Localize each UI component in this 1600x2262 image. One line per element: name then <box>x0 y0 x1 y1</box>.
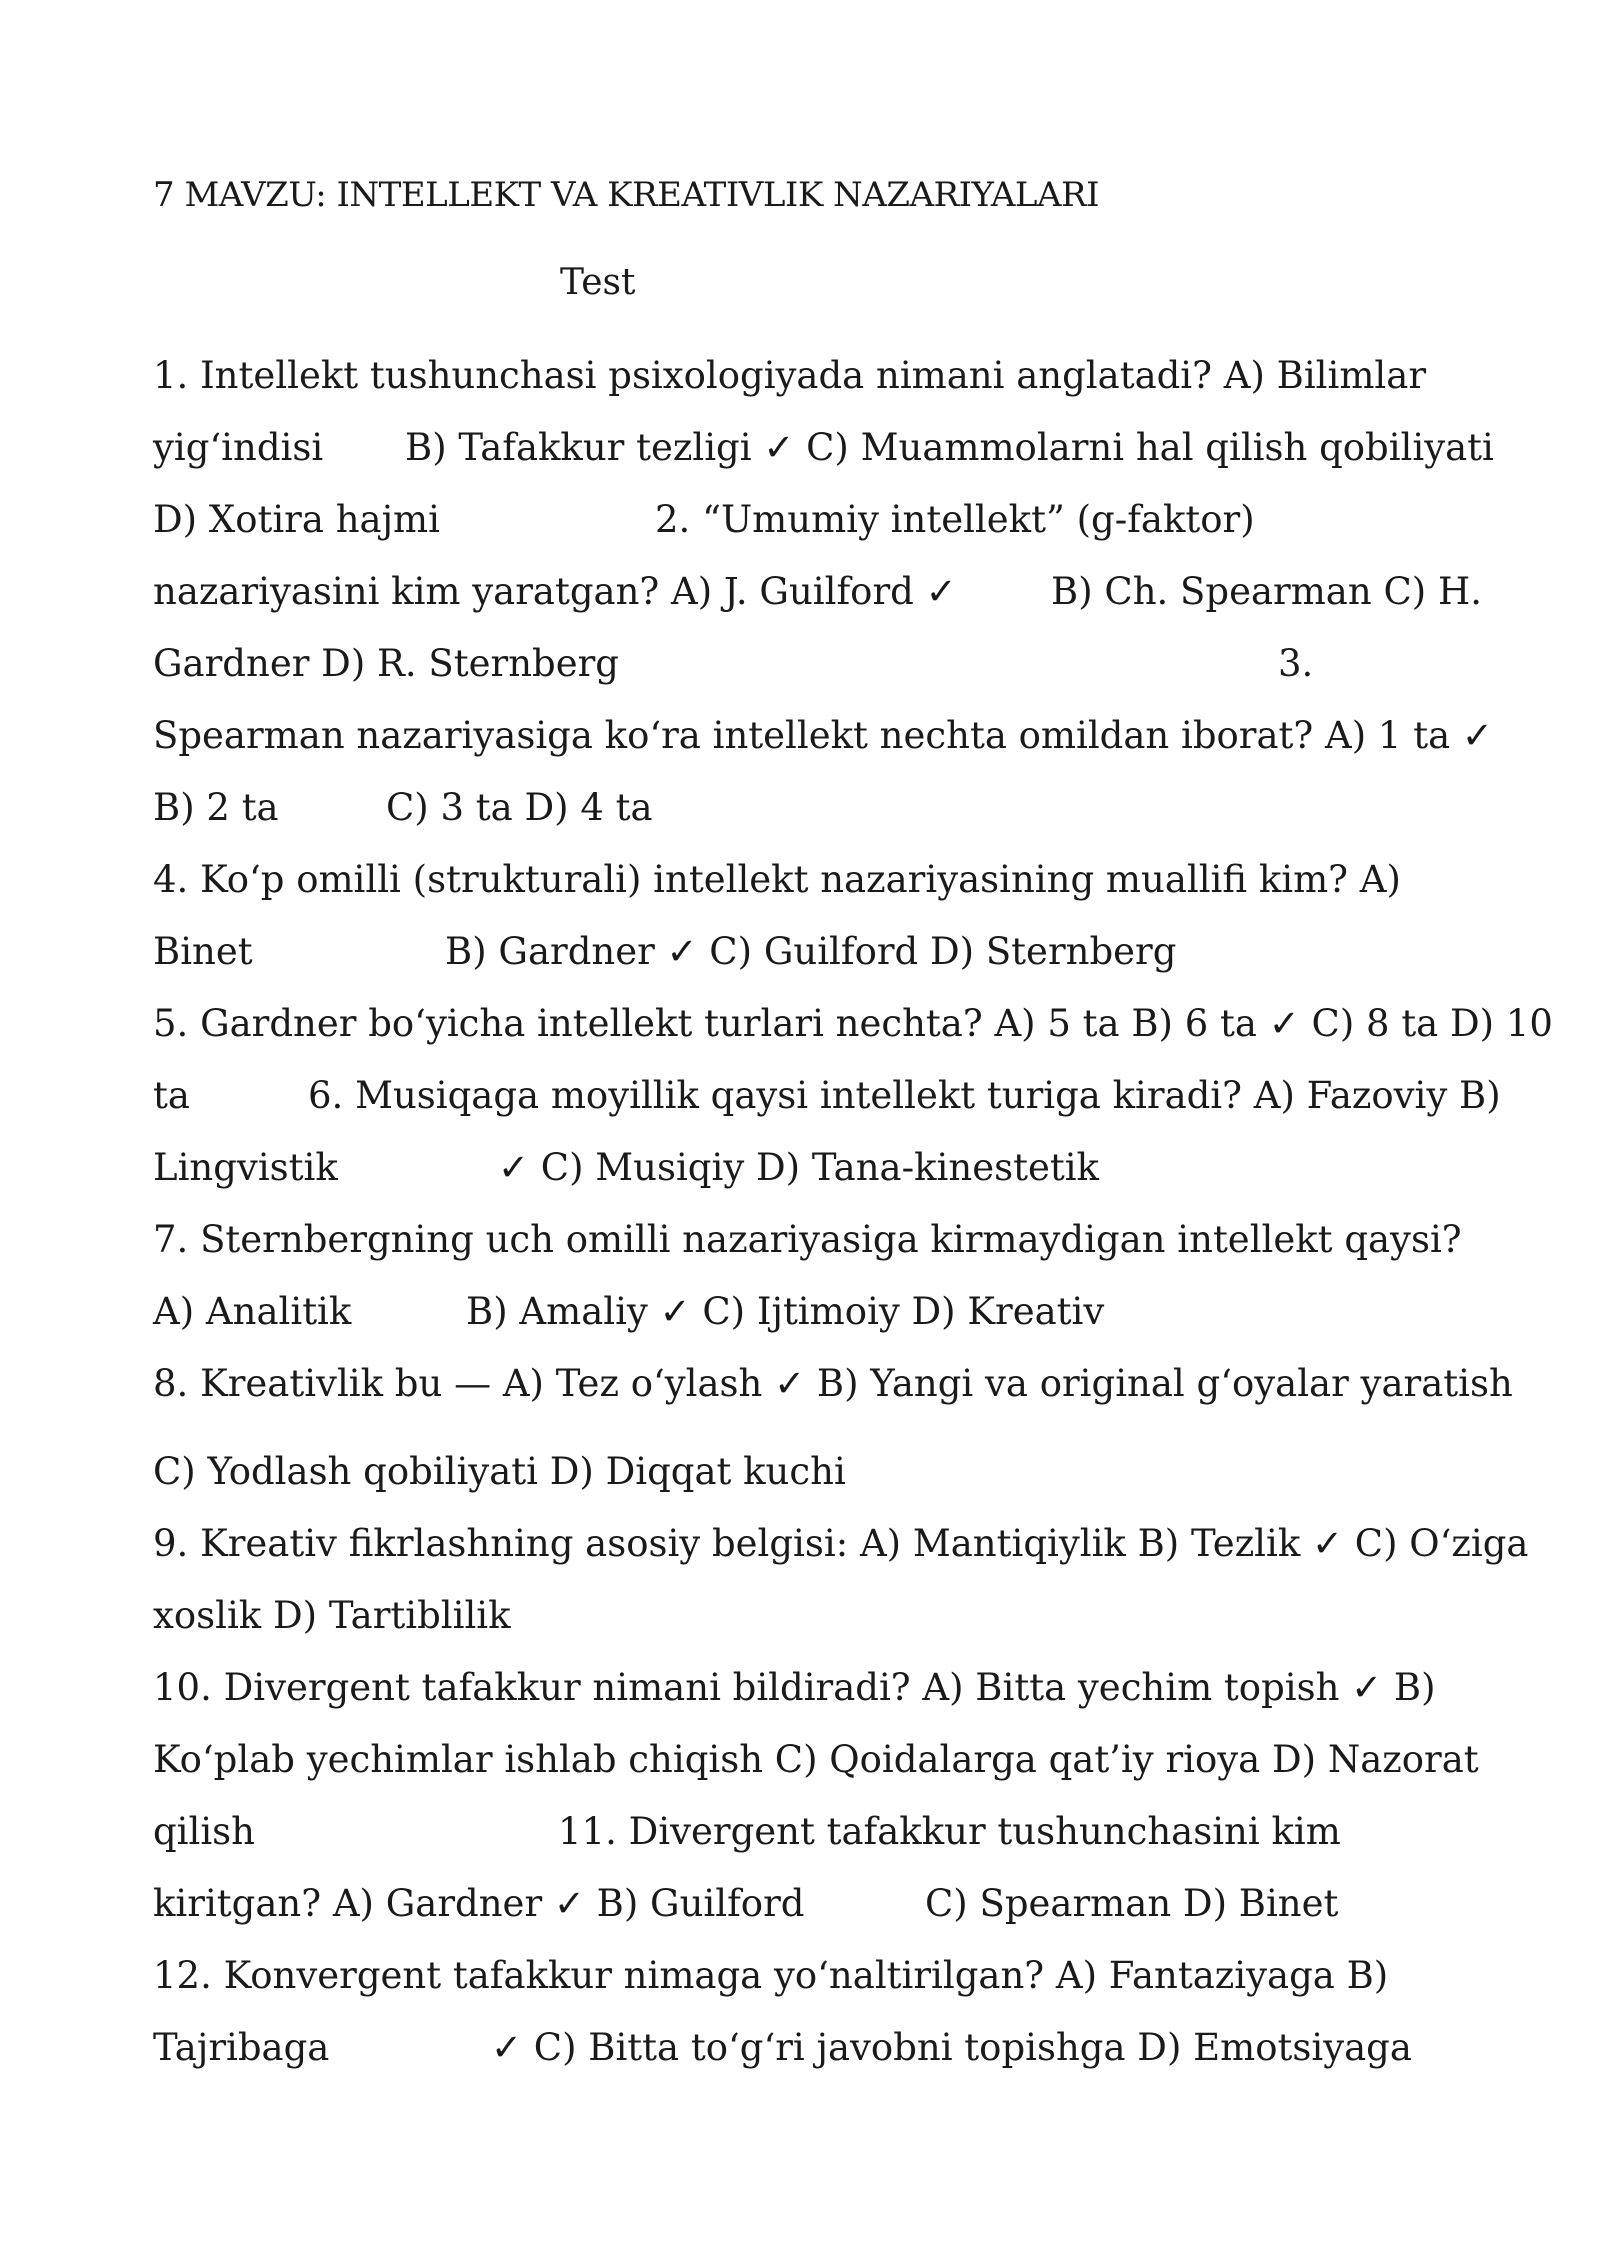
text-segment: Ko‘plab yechimlar ishlab chiqish C) Qoidalarga qat’iy rioya D) Nazorat <box>153 1738 1479 1781</box>
text-line <box>153 844 1453 916</box>
text-line <box>153 1060 1501 1132</box>
text-segment: C) 3 ta D) 4 ta <box>386 786 653 829</box>
text-line <box>153 1940 1453 2012</box>
text-segment: 12. Konvergent tafakkur nimaga yo‘naltirilgan? A) Fantaziyaga B) <box>153 1954 1389 1997</box>
text-segment: Spearman nazariyasiga ko‘ra intellekt nechta omildan iborat? A) 1 ta ✓ <box>153 714 1493 757</box>
text-segment: yig‘indisi <box>153 426 324 469</box>
text-line <box>153 1508 1529 1580</box>
text-line <box>153 1652 1453 1724</box>
text-line <box>153 628 1453 700</box>
text-line <box>153 700 1493 772</box>
text-segment: 2. “Umumiy intellekt” (g-faktor) <box>655 498 1255 541</box>
text-segment: B) Amaliy ✓ C) Ijtimoiy D) Kreativ <box>466 1290 1105 1333</box>
text-segment: Binet <box>153 930 253 973</box>
text-segment: kiritgan? A) Gardner ✓ B) Guilford <box>153 1882 805 1925</box>
text-line <box>153 1276 1453 1348</box>
text-segment: Lingvistik <box>153 1146 338 1189</box>
text-segment: B) Ch. Spearman C) H. <box>1051 570 1482 613</box>
text-segment: 9. Kreativ fikrlashning asosiy belgisi: A) Mantiqiylik B) Tezlik ✓ C) O‘ziga <box>153 1522 1529 1565</box>
text-segment: 1. Intellekt tushunchasi psixologiyada nimani anglatadi? A) Bilimlar <box>153 354 1427 397</box>
text-segment: Tajribaga <box>153 2026 330 2069</box>
text-segment: 4. Ko‘p omilli (strukturali) intellekt nazariyasining muallifi kim? A) <box>153 858 1401 901</box>
text-segment: 6. Musiqaga moyillik qaysi intellekt turiga kiradi? A) Fazoviy B) <box>308 1074 1501 1117</box>
text-line <box>153 1436 1453 1508</box>
text-line <box>153 916 1453 988</box>
text-segment: Gardner D) R. Sternberg <box>153 642 619 685</box>
text-segment: 11. Divergent tafakkur tushunchasini kim <box>558 1810 1341 1853</box>
text-segment: A) Analitik <box>153 1290 352 1333</box>
text-segment: ✓ C) Musiqiy D) Tana-kinestetik <box>498 1146 1099 1189</box>
text-line <box>153 2012 1453 2084</box>
text-line <box>153 1132 1453 1204</box>
text-line <box>153 1724 1479 1796</box>
text-segment: ta <box>153 1074 190 1117</box>
text-segment: 8. Kreativlik bu — A) Tez o‘ylash ✓ B) Yangi va original g‘oyalar yaratish <box>153 1362 1513 1405</box>
text-segment: xoslik D) Tartiblilik <box>153 1594 511 1637</box>
text-segment: B) Tafakkur tezligi ✓ C) Muammolarni hal qilish qobiliyati <box>405 426 1494 469</box>
text-segment: 10. Divergent tafakkur nimani bildiradi? A) Bitta yechim topish ✓ B) <box>153 1666 1436 1709</box>
text-segment: qilish <box>153 1810 256 1853</box>
text-segment: ✓ C) Bitta to‘g‘ri javobni topishga D) Emotsiyaga <box>491 2026 1412 2069</box>
text-segment: B) 2 ta <box>153 786 279 829</box>
text-segment: D) Xotira hajmi <box>153 498 440 541</box>
document-subtitle: Test <box>560 262 636 303</box>
text-segment: B) Gardner ✓ C) Guilford D) Sternberg <box>445 930 1177 973</box>
text-segment: C) Yodlash qobiliyati D) Diqqat kuchi <box>153 1450 846 1493</box>
text-line <box>153 556 1482 628</box>
text-line <box>153 1580 1453 1652</box>
text-line <box>153 988 1553 1060</box>
test-questions-body <box>153 340 1553 2084</box>
text-segment: 5. Gardner bo‘yicha intellekt turlari nechta? A) 5 ta B) 6 ta ✓ C) 8 ta D) 10 <box>153 1002 1553 1045</box>
text-line <box>153 1348 1513 1436</box>
text-line <box>153 772 1453 844</box>
text-line <box>153 412 1494 484</box>
text-segment: 3. <box>1278 642 1314 685</box>
text-line <box>153 1796 1453 1868</box>
text-segment: C) Spearman D) Binet <box>925 1882 1339 1925</box>
document-title: 7 MAVZU: INTELLEKT VA KREATIVLIK NAZARIYALARI <box>153 175 1100 215</box>
text-line <box>153 1868 1453 1940</box>
text-segment: nazariyasini kim yaratgan? A) J. Guilford ✓ <box>153 570 957 613</box>
text-line <box>153 1204 1462 1276</box>
text-line <box>153 484 1453 556</box>
text-line <box>153 340 1453 412</box>
text-segment: 7. Sternbergning uch omilli nazariyasiga kirmaydigan intellekt qaysi? <box>153 1218 1462 1261</box>
